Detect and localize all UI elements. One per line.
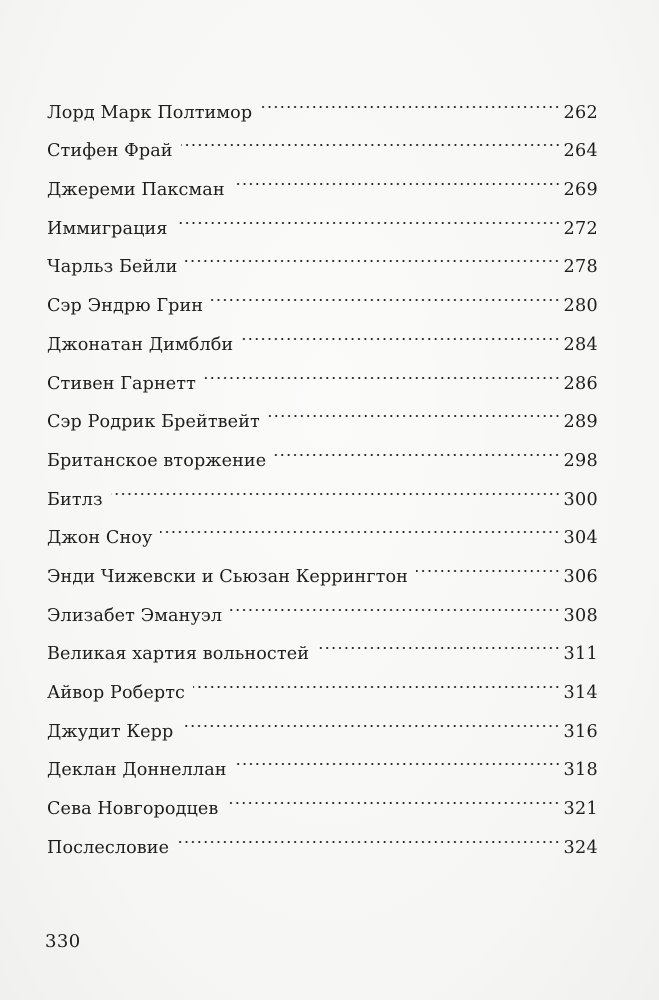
- toc-entry: [47, 505, 598, 549]
- dot-leader: [235, 737, 561, 776]
- entry-page-number: 298: [563, 450, 598, 471]
- entry-title: Элизабет Эмануэл: [47, 605, 223, 626]
- dot-leader: [268, 389, 561, 428]
- entry-title: Джон Сноу: [47, 528, 153, 549]
- dot-leader: [177, 814, 560, 853]
- dot-leader: [317, 621, 560, 660]
- entry-title: Стифен Фрай: [47, 141, 173, 162]
- entry-title: Послесловие: [47, 837, 170, 858]
- entry-title: Айвор Робертс: [47, 683, 185, 703]
- dot-leader: [260, 79, 560, 118]
- entry-page-number: 318: [563, 760, 598, 781]
- show-through-text: [60, 858, 659, 872]
- dot-leader: [160, 505, 560, 544]
- dot-leader: [230, 582, 560, 621]
- dot-leader: [111, 466, 561, 505]
- entry-title: Сева Новгородцев: [47, 799, 219, 820]
- entry-page-number: 306: [563, 566, 598, 587]
- entry-title: Энди Чижевски и Сьюзан Керрингтон: [47, 566, 408, 587]
- entry-page-number: 264: [563, 141, 598, 162]
- entry-title: Джонатан Димблби: [47, 334, 234, 355]
- entry-title: Великая хартия вольностей: [47, 644, 310, 665]
- entry-page-number: 311: [563, 644, 598, 665]
- dot-leader: [193, 659, 561, 698]
- dot-leader: [416, 543, 561, 582]
- entry-page-number: 324: [563, 837, 598, 858]
- toc-entry: [47, 466, 598, 510]
- dot-leader: [274, 427, 560, 466]
- page-number: 330: [45, 931, 81, 952]
- entry-page-number: 262: [563, 102, 598, 123]
- entry-page-number: 314: [563, 683, 598, 703]
- entry-page-number: 286: [563, 373, 598, 394]
- entry-title: Стивен Гарнетт: [47, 373, 196, 394]
- dot-leader: [241, 311, 560, 350]
- entry-page-number: 308: [563, 605, 598, 626]
- entry-title: Лорд Марк Полтимор: [47, 102, 253, 123]
- dot-leader: [176, 195, 561, 234]
- entry-page-number: 321: [563, 799, 598, 820]
- entry-page-number: 284: [563, 334, 598, 355]
- entry-page-number: 289: [563, 412, 598, 433]
- entry-page-number: 269: [563, 180, 598, 201]
- entry-title: Джереми Паксман: [47, 180, 225, 201]
- dot-leader: [233, 156, 561, 195]
- entry-title: Чарльз Бейли: [47, 257, 178, 278]
- entry-page-number: 300: [563, 489, 598, 510]
- entry-title: Иммиграция: [47, 218, 168, 239]
- entry-title: Битлз: [47, 489, 103, 510]
- entry-page-number: 272: [563, 218, 598, 239]
- table-of-contents: [47, 79, 598, 858]
- entry-title: Джудит Керр: [47, 721, 174, 742]
- dot-leader: [211, 272, 560, 311]
- dot-leader: [226, 775, 560, 814]
- entry-page-number: 278: [563, 257, 598, 278]
- dot-leader: [181, 118, 561, 157]
- show-through-text: [60, 893, 659, 907]
- dot-leader: [185, 234, 560, 273]
- entry-title: Сэр Эндрю Грин: [47, 296, 204, 317]
- entry-title: Сэр Родрик Брейтвейт: [47, 412, 260, 433]
- entry-page-number: 304: [563, 528, 598, 549]
- entry-page-number: 280: [563, 296, 598, 317]
- entry-page-number: 316: [563, 721, 598, 742]
- entry-title: Британское вторжение: [47, 450, 267, 471]
- entry-title: Деклан Доннеллан: [47, 760, 227, 781]
- toc-entry: [47, 79, 598, 123]
- dot-leader: [181, 698, 560, 737]
- dot-leader: [204, 350, 561, 389]
